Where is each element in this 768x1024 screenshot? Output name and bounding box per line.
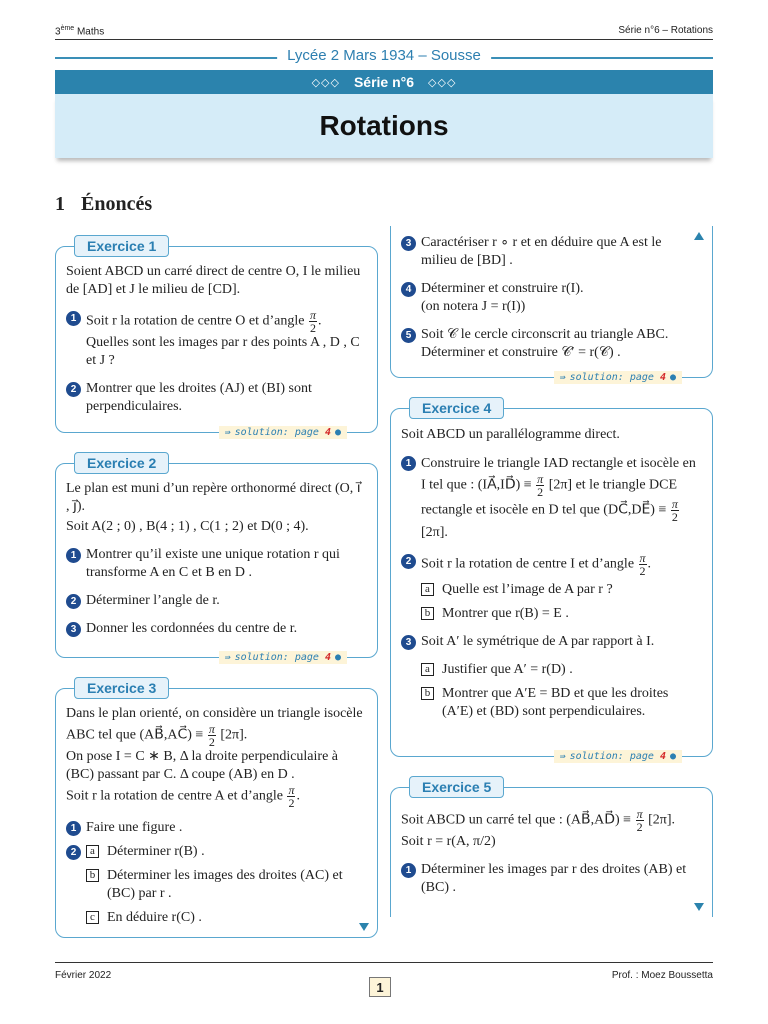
exercise-3-question-1: 1 Faire une figure . (66, 819, 365, 837)
page-title: Rotations (319, 110, 449, 141)
exercise-5-intro-1: Soit ABCD un carré tel que : (AB⃗,AD⃗) ≡ $\frac{\pi}{2}$ [2π]. (401, 807, 675, 834)
exercise-4-question-3: 3 Soit A′ le symétrique de A par rapport à I. a Justifier que A′ = r(D) . b Montrer que A′E = BD et que les droites (A′E) et (BD) sont perpendiculaires. (401, 633, 700, 727)
exercise-2-intro-2: Soit A(2 ; 0) , B(4 ; 1) , C(1 ; 2) et D(0 ; 4). (66, 519, 309, 534)
exercise-2-label: Exercice 2 (74, 452, 169, 474)
exercise-2-question-2: 2 Déterminer l’angle de r. (66, 592, 365, 610)
page-number: 1 (369, 977, 391, 997)
section-heading: 1 Énoncés (55, 193, 153, 215)
continue-up-icon (694, 232, 704, 240)
footer-author: Prof. : Moez Boussetta (611, 970, 713, 981)
solution-link-1[interactable]: ⇛ solution: page 4 ● (219, 426, 347, 439)
serie-bar (55, 70, 713, 94)
exercise-4-question-1: 1 Construire le triangle IAD rectangle et isocèle en I tel que : (IA⃗,ID⃗) ≡ $\frac{\pi}{2}$ [2π] et le triangle DCE rectangle et isocèle en D tel que (DC⃗,DE⃗) ≡ $\frac{\pi}{2}$ [2π]. (401, 454, 700, 542)
footer-date: Février 2022 (55, 970, 112, 981)
running-header-left: 3ème Maths (55, 25, 105, 38)
exercise-4-question-2: 2 Soit r la rotation de centre I et d’angle $\frac{\pi}{2}$ . a Quelle est l’image de A par r ? b Montrer que r(B) = E . (401, 552, 700, 629)
school-name: Lycée 2 Mars 1934 – Sousse (277, 47, 491, 64)
exercise-5-intro-2: Soit r = r(A, π/2) (401, 834, 496, 849)
exercise-3-intro-2: On pose I = C ∗ B, Δ la droite perpendiculaire à (BC) passant par C. Δ coupe (AB) en D . (66, 749, 339, 782)
exercise-1-question-2: 2 Montrer que les droites (AJ) et (BI) sont perpendiculaires. (66, 380, 365, 416)
exercise-3-question-3: 3 Caractériser r ∘ r et en déduire que A est le milieu de [BD] . (401, 234, 700, 270)
continue-down-icon (359, 923, 369, 931)
exercise-2-intro-1: Le plan est muni d’un repère orthonormé direct (O, i⃗ , j⃗). (66, 481, 361, 514)
solution-link-2[interactable]: ⇛ solution: page 4 ● (219, 651, 347, 664)
exercise-4-intro: Soit ABCD un parallélogramme direct. (401, 427, 620, 442)
exercise-3-intro-1: Dans le plan orienté, on considère un triangle isocèle ABC tel que (AB⃗,AC⃗) ≡ $\frac{\pi}{2}$ [2π]. (66, 706, 363, 749)
diamonds-left: ◇◇◇ (311, 76, 340, 89)
exercise-4-box (390, 400, 713, 762)
exercise-3-continued-box (390, 226, 713, 383)
exercise-1-box (55, 238, 378, 438)
exercise-3-intro-3: Soit r la rotation de centre A et d’angle $\frac{\pi}{2}$ . (66, 783, 300, 810)
exercise-3-label: Exercice 3 (74, 677, 169, 699)
solution-link-3[interactable]: ⇛ solution: page 4 ● (554, 371, 682, 384)
diamonds-right: ◇◇◇ (428, 76, 457, 89)
exercise-1-label: Exercice 1 (74, 235, 169, 257)
exercise-4-label: Exercice 4 (409, 397, 504, 419)
footer-rule (55, 962, 713, 963)
exercise-1-intro: Soient ABCD un carré direct de centre O, I le milieu de [AD] et J le milieu de [CD]. (66, 264, 361, 297)
continue-down-icon-2 (694, 903, 704, 911)
exercise-2-box (55, 455, 378, 663)
exercise-5-question-1: 1 Déterminer les images par r des droites (AB) et (BC) . (401, 861, 700, 897)
exercise-2-question-1: 1 Montrer qu’il existe une unique rotation r qui transforme A en C et B en D . (66, 546, 365, 582)
exercise-3-question-2: 2 a Déterminer r(B) . b Déterminer les images des droites (AC) et (BC) par r . c En déduire r(C) . (66, 843, 365, 933)
exercise-2-question-3: 3 Donner les cordonnées du centre de r. (66, 620, 365, 638)
exercise-3-question-4: 4 Déterminer et construire r(I). (on notera J = r(I)) (401, 280, 700, 316)
exercise-3-box (55, 680, 378, 938)
solution-link-4[interactable]: ⇛ solution: page 4 ● (554, 750, 682, 763)
exercise-5-label: Exercice 5 (409, 776, 504, 798)
exercise-5-box (390, 779, 713, 917)
title-box (55, 94, 713, 158)
school-banner (55, 47, 713, 67)
running-header-right: Série n°6 – Rotations (618, 25, 713, 36)
exercise-1-question-1: 1 Soit r la rotation de centre O et d’angle $\frac{\pi}{2}$ . Quelles sont les images par r des points A , D , C et J ? (66, 309, 365, 370)
exercise-3-question-5: 5 Soit 𝒞 le cercle circonscrit au triangle ABC. Déterminer et construire 𝒞′ = r(𝒞) . (401, 326, 700, 362)
header-rule (55, 39, 713, 40)
serie-label: Série n°6 (353, 74, 415, 90)
